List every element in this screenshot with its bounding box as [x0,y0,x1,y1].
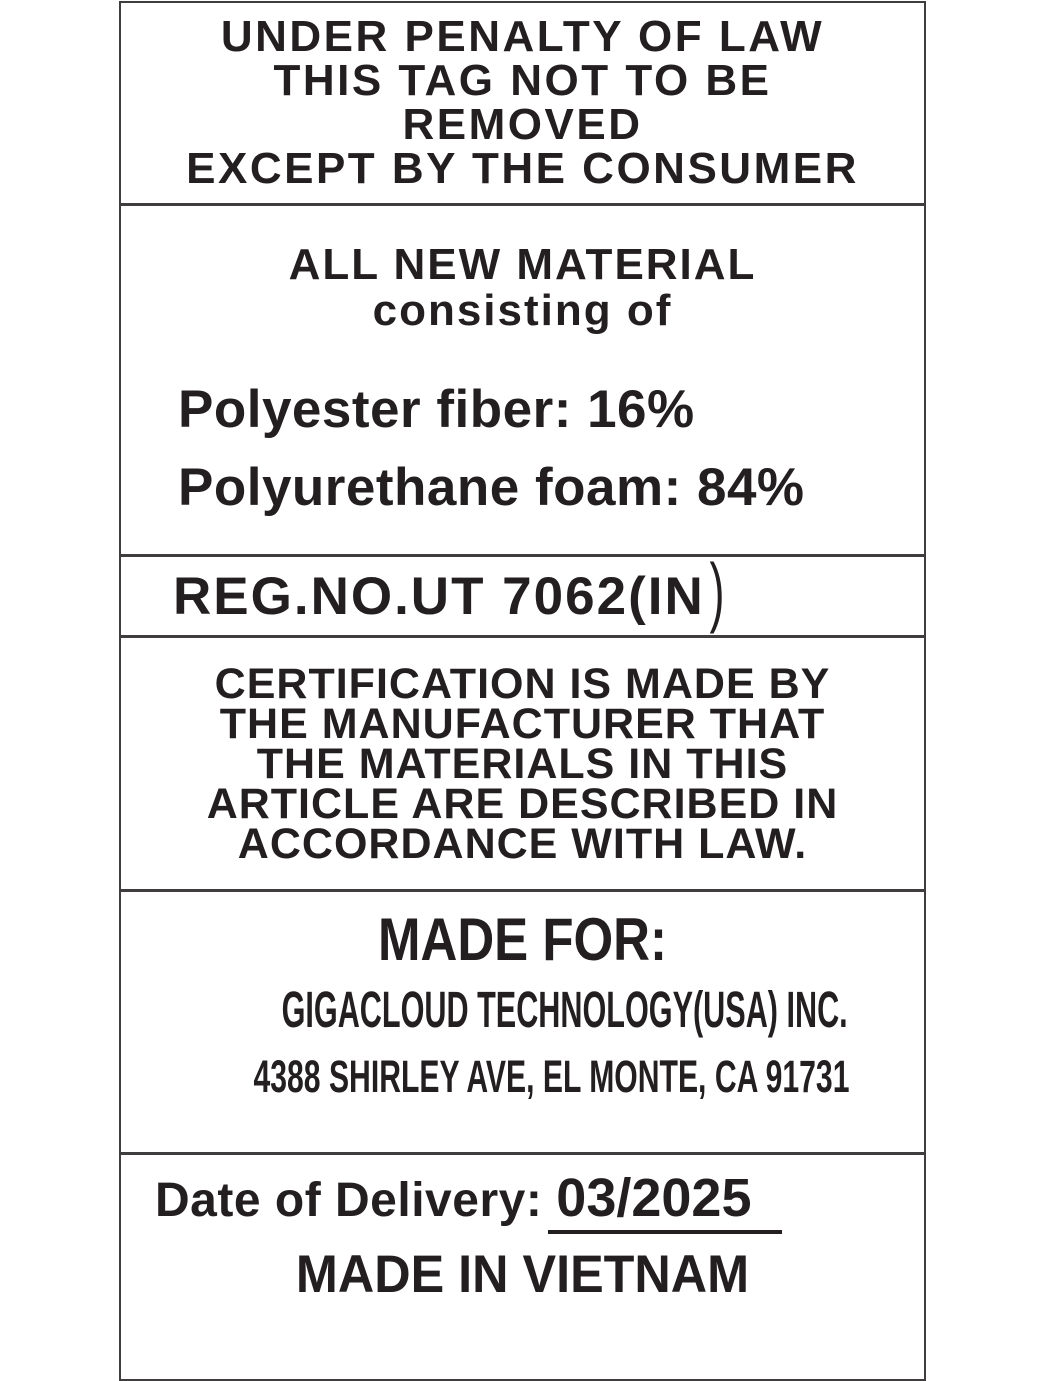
country-of-origin: MADE IN VIETNAM [295,1245,750,1304]
certification-line: THE MATERIALS IN THIS [256,739,789,788]
registration-section [121,548,924,638]
materials-subtitle: consisting of [372,286,673,335]
made-for-address: 4388 SHIRLEY AVE, EL MONTE, CA 91731 [253,1051,850,1102]
registration-text: REG.NO.UT 7062(IN [173,566,705,626]
certification-line: CERTIFICATION IS MADE BY [214,659,831,708]
registration-number [173,548,924,635]
materials-title: ALL NEW MATERIAL [288,240,757,289]
warning-line: THIS TAG NOT TO BE [273,56,772,105]
made-for-title: MADE FOR: [378,906,667,973]
material-item-polyurethane: Polyurethane foam: 84% [178,458,805,517]
made-for-section [121,892,924,1155]
certification-section [121,638,924,892]
materials-section [121,206,924,557]
warning-line: UNDER PENALTY OF LAW [220,12,825,61]
certification-line: ACCORDANCE WITH LAW. [237,819,808,868]
warning-line: REMOVED [402,100,643,149]
material-item-polyester: Polyester fiber: 16% [178,380,695,439]
delivery-date-label: Date of Delivery: [155,1174,543,1227]
delivery-date-value: 03/2025 [548,1168,781,1234]
made-for-company: GIGACLOUD TECHNOLOGY(USA) INC. [281,981,848,1038]
warning-line: EXCEPT BY THE CONSUMER [186,144,859,193]
delivery-date-line [121,1169,924,1241]
certification-line: ARTICLE ARE DESCRIBED IN [206,779,839,828]
penalty-warning-section [121,3,924,206]
law-label-tag [119,1,926,1381]
materials-heading [121,242,924,334]
certification-line: THE MANUFACTURER THAT [219,699,826,748]
registration-closing-paren: ) [709,548,726,635]
delivery-section [121,1155,924,1379]
